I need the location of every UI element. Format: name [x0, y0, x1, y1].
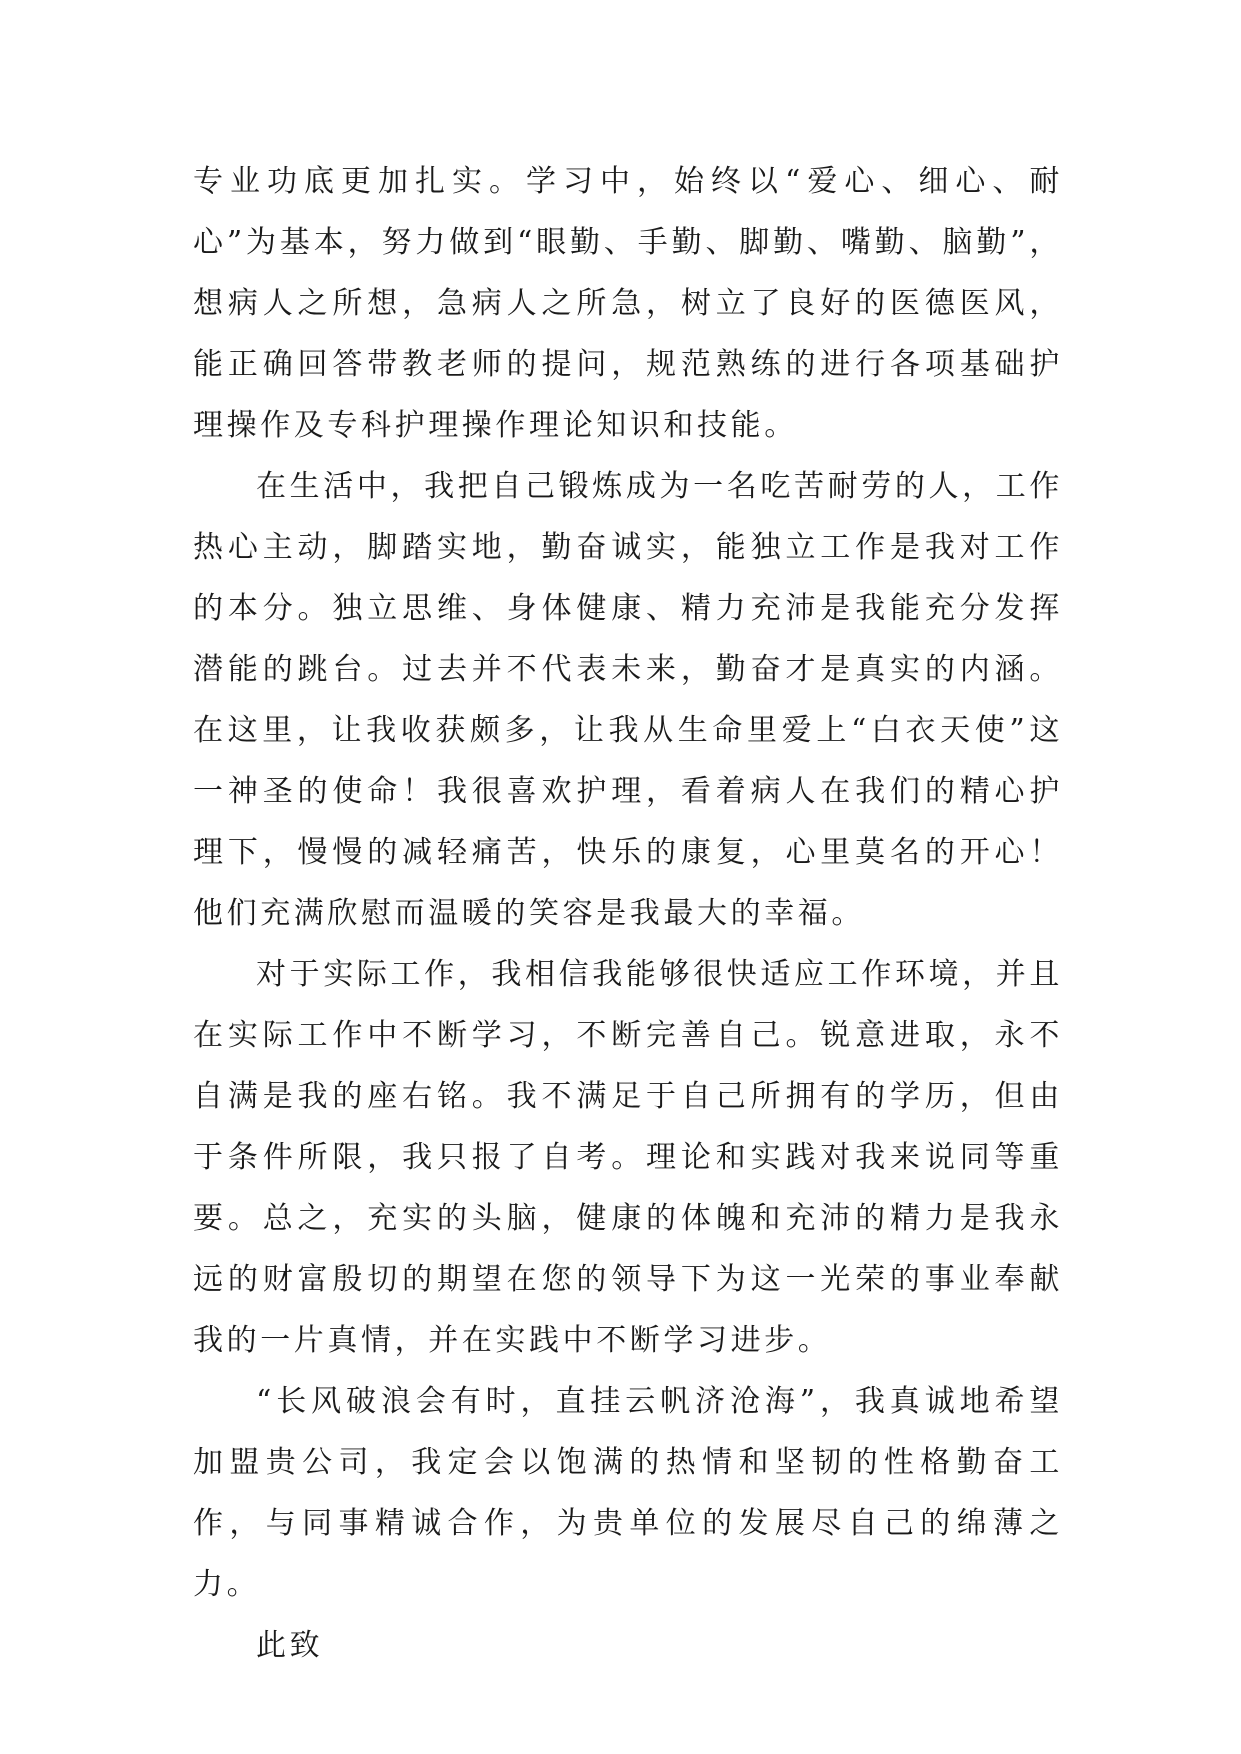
paragraph-life: 在生活中，我把自己锻炼成为一名吃苦耐劳的人，工作热心主动，脚踏实地，勤奋诚实，能独立工作是我对工作的本分。独立思维、身体健康、精力充沛是我能充分发挥潜能的跳台。过去并不代表未来，勤奋才是真实的内涵。在这里，让我收获颇多，让我从生命里爱上“白衣天使”这一神圣的使命！我很喜欢护理，看着病人在我们的精心护理下，慢慢的减轻痛苦，快乐的康复，心里莫名的开心！他们充满欣慰而温暖的笑容是我最大的幸福。 [193, 469, 1063, 931]
paragraph-work: 对于实际工作，我相信我能够很快适应工作环境，并且在实际工作中不断学习，不断完善自己。锐意进取，永不自满是我的座右铭。我不满足于自己所拥有的学历，但由于条件所限，我只报了自考。理论和实践对我来说同等重要。总之，充实的头脑，健康的体魄和充沛的精力是我永远的财富殷切的期望在您的领导下为这一光荣的事业奉献我的一片真情，并在实践中不断学习进步。 [193, 957, 1063, 1358]
closing-salutation: 此致 [256, 1628, 324, 1663]
letter-body [193, 151, 1063, 1676]
paragraph-continued: 专业功底更加扎实。学习中，始终以“爱心、细心、耐心”为基本，努力做到“眼勤、手勤、脚勤、嘴勤、脑勤”，想病人之所想，急病人之所急，树立了良好的医德医风，能正确回答带教老师的提问，规范熟练的进行各项基础护理操作及专科护理操作理论知识和技能。 [193, 164, 1063, 443]
paragraph-aspiration: “长风破浪会有时，直挂云帆济沧海”，我真诚地希望加盟贵公司，我定会以饱满的热情和坚韧的性格勤奋工作，与同事精诚合作，为贵单位的发展尽自己的绵薄之力。 [193, 1384, 1063, 1602]
